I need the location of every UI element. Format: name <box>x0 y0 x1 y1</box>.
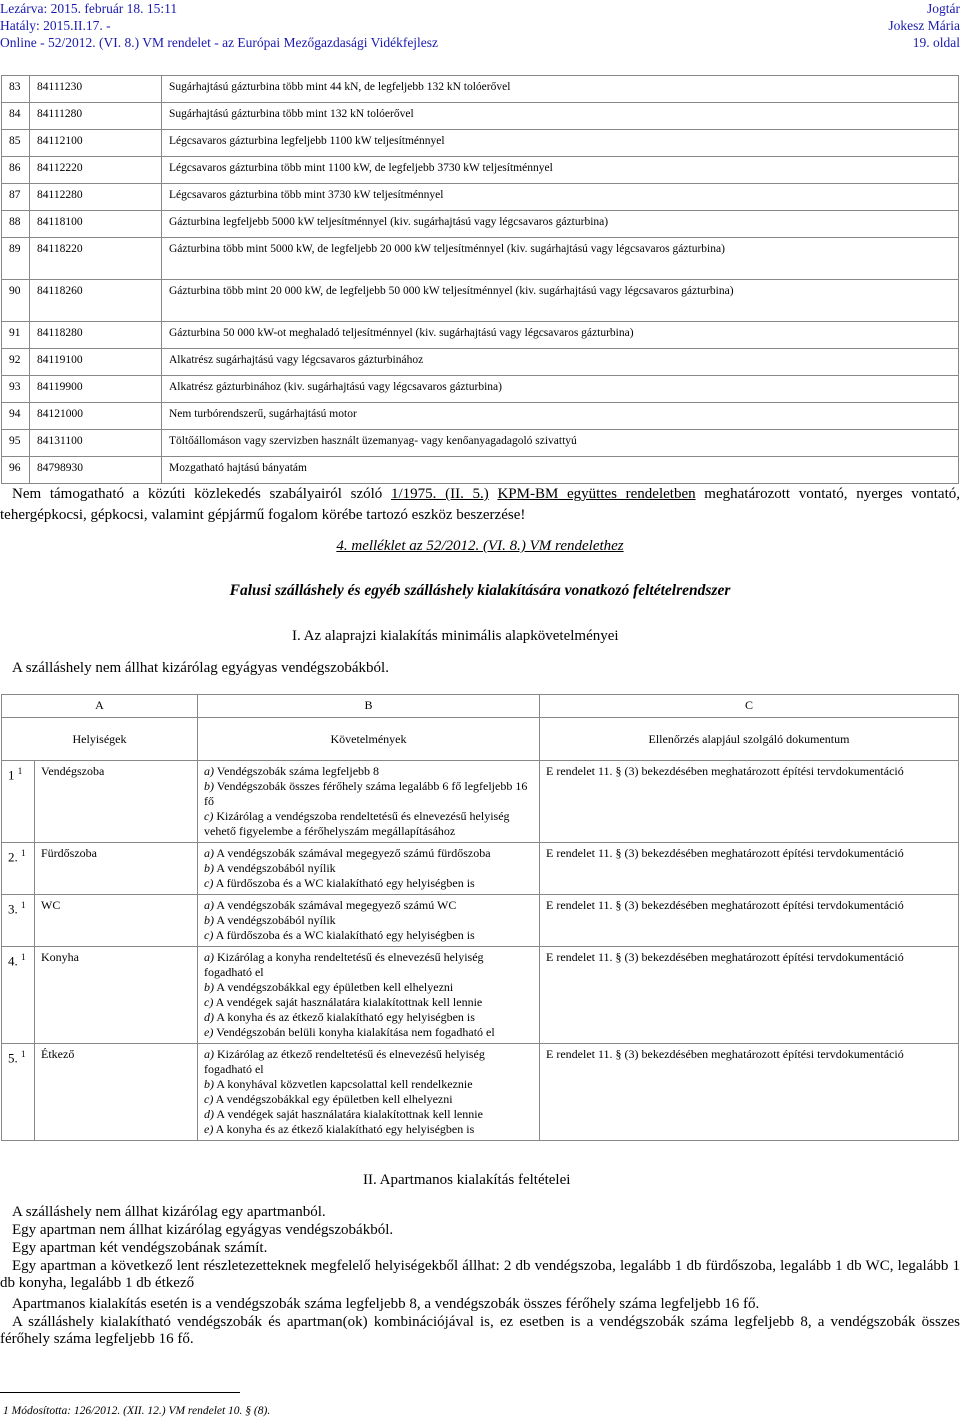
product-description: Gázturbina legfeljebb 5000 kW teljesítménnyel (kiv. sugárhajtású vagy légcsavaros gázturbina) <box>162 211 959 238</box>
requirement-text: A vendégszobából nyílik <box>214 913 336 927</box>
row-number: 85 <box>2 130 30 157</box>
product-code: 84118280 <box>30 322 162 349</box>
row-number: 83 <box>2 76 30 103</box>
para-text: Apartmanos kialakítás esetén is a vendégszobák száma legfeljebb 8, a vendégszobák összes férőhely száma legfeljebb 16 fő. <box>12 1296 760 1312</box>
law-link-1975[interactable]: 1/1975. (II. 5.) <box>390 486 489 502</box>
row-number: 95 <box>2 430 30 457</box>
requirement-text: A konyha és az étkező kialakítható egy helyiségben is <box>214 1010 475 1024</box>
header-requirements: Követelmények <box>198 718 540 761</box>
requirement-item <box>204 764 533 779</box>
row-number: 96 <box>2 457 30 484</box>
product-code: 84111230 <box>30 76 162 103</box>
product-code: 84118260 <box>30 280 162 322</box>
requirement-text: A vendégszobák számával megegyező számú fürdőszoba <box>214 846 491 860</box>
requirement-row <box>2 895 959 947</box>
section-1-text: A szálláshely nem állhat kizárólag egyágyas vendégszobákból. <box>12 660 389 676</box>
section-2-para-3 <box>0 1240 960 1257</box>
product-code: 84798930 <box>30 457 162 484</box>
section-2-para-6 <box>0 1314 960 1348</box>
table-row <box>2 403 959 430</box>
footnote-ref[interactable]: 1 <box>21 900 26 910</box>
requirement-text: A konyha és az étkező kialakítható egy helyiségben is <box>213 1122 475 1136</box>
requirement-row <box>2 761 959 843</box>
product-description: Gázturbina több mint 20 000 kW, de legfeljebb 50 000 kW teljesítménnyel (kiv. sugárhajtású vagy légcsavaros gázturbina) <box>162 280 959 322</box>
room-number-value: 4. <box>8 953 18 969</box>
header-document: Ellenőrzés alapjául szolgáló dokumentum <box>540 718 959 761</box>
requirement-text: Vendégszobák száma legfeljebb 8 <box>214 764 380 778</box>
column-letter-row <box>2 695 959 718</box>
row-number: 91 <box>2 322 30 349</box>
verification-document: E rendelet 11. § (3) bekezdésében meghatározott építési tervdokumentáció <box>540 895 959 947</box>
requirements-cell <box>198 761 540 843</box>
requirement-row <box>2 1044 959 1141</box>
table-row <box>2 211 959 238</box>
column-letter-a: A <box>2 695 198 718</box>
verification-document: E rendelet 11. § (3) bekezdésében meghatározott építési tervdokumentáció <box>540 761 959 843</box>
column-letter-b: B <box>198 695 540 718</box>
room-number-value: 1 <box>8 767 15 783</box>
row-number: 86 <box>2 157 30 184</box>
table-row <box>2 157 959 184</box>
note-text-1: Nem támogatható a közúti közlekedés szabályairól szóló <box>12 486 391 502</box>
header-author: Jokesz Mária <box>888 18 960 33</box>
header-rooms: Helyiségek <box>2 718 198 761</box>
table-row <box>2 457 959 484</box>
section-2-para-2 <box>0 1222 960 1239</box>
annex-title: Falusi szálláshely és egyéb szálláshely kialakítására vonatkozó feltételrendszer <box>229 582 731 599</box>
table-row <box>2 76 959 103</box>
requirement-item <box>204 898 533 913</box>
product-code-table <box>1 75 959 484</box>
product-code: 84112220 <box>30 157 162 184</box>
product-description: Sugárhajtású gázturbina több mint 44 kN, de legfeljebb 132 kN tolóerővel <box>162 76 959 103</box>
law-link-kpm-bm[interactable]: KPM-BM együttes rendeletben <box>497 486 696 502</box>
requirement-item <box>204 995 533 1010</box>
product-code: 84121000 <box>30 403 162 430</box>
column-letter-c: C <box>540 695 959 718</box>
room-number <box>2 1044 35 1141</box>
requirement-marker: d) <box>204 1107 214 1121</box>
requirement-item <box>204 809 533 839</box>
requirement-marker: b) <box>204 980 214 994</box>
requirement-marker: c) <box>204 995 214 1009</box>
requirements-cell <box>198 843 540 895</box>
footnote-ref[interactable]: 1 <box>17 766 23 776</box>
requirement-marker: b) <box>204 913 214 927</box>
requirement-text: A vendégszobából nyílik <box>214 861 336 875</box>
column-header-row <box>2 718 959 761</box>
verification-document: E rendelet 11. § (3) bekezdésében meghatározott építési tervdokumentáció <box>540 947 959 1044</box>
requirement-marker: e) <box>204 1122 214 1136</box>
para-text: Egy apartman a következő lent részletezetteknek megfelelő helyiségekből állhat: 2 db vendégszoba, legalább 1 db fürdőszoba, legalább 1 db WC, legalább 1 db konyha, legalább 1 db étkező <box>0 1258 960 1291</box>
product-description: Alkatrész gázturbinához (kiv. sugárhajtású vagy légcsavaros gázturbina) <box>162 376 959 403</box>
requirement-item <box>204 980 533 995</box>
header-closed-date: Lezárva: 2015. február 18. 15:11 <box>0 1 178 16</box>
header-validity: Hatály: 2015.II.17. - <box>0 18 111 33</box>
product-code: 84118220 <box>30 238 162 280</box>
room-name: Fürdőszoba <box>35 843 198 895</box>
requirement-marker: a) <box>204 1047 214 1061</box>
table-row <box>2 280 959 322</box>
table-row <box>2 103 959 130</box>
footnote: 1 Módosította: 126/2012. (XII. 12.) VM rendelet 10. § (8). <box>3 1405 271 1417</box>
requirement-item <box>204 861 533 876</box>
table-row <box>2 322 959 349</box>
section-2-para-4 <box>0 1258 960 1292</box>
product-description: Légcsavaros gázturbina legfeljebb 1100 kW teljesítménnyel <box>162 130 959 157</box>
row-number: 94 <box>2 403 30 430</box>
verification-document: E rendelet 11. § (3) bekezdésében meghatározott építési tervdokumentáció <box>540 1044 959 1141</box>
requirement-marker: a) <box>204 898 214 912</box>
header-page-number: 19. oldal <box>912 35 960 50</box>
product-code: 84119100 <box>30 349 162 376</box>
product-code: 84112100 <box>30 130 162 157</box>
requirement-item <box>204 1025 533 1040</box>
requirements-table <box>1 694 959 1141</box>
header-document-title: Online - 52/2012. (VI. 8.) VM rendelet - az Európai Mezőgazdasági Vidékfejlesz <box>0 35 439 50</box>
requirement-marker: c) <box>204 1092 214 1106</box>
room-name: Vendégszoba <box>35 761 198 843</box>
requirements-cell <box>198 1044 540 1141</box>
product-code: 84118100 <box>30 211 162 238</box>
product-code: 84131100 <box>30 430 162 457</box>
requirement-text: A vendégszobákkal egy épületben kell elhelyezni <box>213 1092 453 1106</box>
product-description: Légcsavaros gázturbina több mint 1100 kW, de legfeljebb 3730 kW teljesítménnyel <box>162 157 959 184</box>
note-text-3: meghatározott vontató, nyerges vontató, tehergépkocsi, gépkocsi, valamint gépjármű fogalom körébe tartozó eszköz beszerzése! <box>0 486 960 523</box>
requirement-item <box>204 928 533 943</box>
restriction-note <box>0 484 960 526</box>
product-description: Töltőállomáson vagy szervizben használt üzemanyag- vagy kenőanyagadagoló szivattyú <box>162 430 959 457</box>
room-name: Konyha <box>35 947 198 1044</box>
requirement-marker: a) <box>204 846 214 860</box>
requirement-text: Kizárólag az étkező rendeltetésű és elnevezésű helyiség fogadható el <box>204 1047 485 1076</box>
room-number-value: 2. <box>8 849 18 865</box>
annex-link[interactable]: 4. melléklet az 52/2012. (VI. 8.) VM rendelethez <box>336 538 624 554</box>
product-description: Sugárhajtású gázturbina több mint 132 kN tolóerővel <box>162 103 959 130</box>
requirement-marker: b) <box>204 861 214 875</box>
section-1-heading: I. Az alaprajzi kialakítás minimális alapkövetelményei <box>292 628 619 644</box>
requirement-item <box>204 1107 533 1122</box>
requirement-marker: a) <box>204 950 214 964</box>
requirement-marker: c) <box>204 928 214 942</box>
requirement-marker: a) <box>204 764 214 778</box>
table-row <box>2 130 959 157</box>
footnote-ref[interactable]: 1 <box>21 1049 26 1059</box>
requirement-row <box>2 843 959 895</box>
product-code: 84111280 <box>30 103 162 130</box>
product-description: Mozgatható hajtású bányatám <box>162 457 959 484</box>
section-2-para-5 <box>0 1296 960 1313</box>
requirement-text: A vendégszobákkal egy épületben kell elhelyezni <box>214 980 454 994</box>
row-number: 92 <box>2 349 30 376</box>
product-code: 84119900 <box>30 376 162 403</box>
table-row <box>2 184 959 211</box>
room-number <box>2 761 35 843</box>
requirement-marker: e) <box>204 1025 214 1039</box>
requirement-item <box>204 876 533 891</box>
row-number: 84 <box>2 103 30 130</box>
product-description: Gázturbina 50 000 kW-ot meghaladó teljesítménnyel (kiv. sugárhajtású vagy légcsavaros gázturbina) <box>162 322 959 349</box>
room-number <box>2 895 35 947</box>
requirement-text: A fürdőszoba és a WC kialakítható egy helyiségben is <box>213 928 475 942</box>
room-number-value: 3. <box>8 901 18 917</box>
page-header-left <box>0 0 438 51</box>
row-number: 93 <box>2 376 30 403</box>
row-number: 87 <box>2 184 30 211</box>
row-number: 89 <box>2 238 30 280</box>
requirement-item <box>204 913 533 928</box>
requirement-marker: d) <box>204 1010 214 1024</box>
requirement-item <box>204 1077 533 1092</box>
annex-reference <box>0 538 960 555</box>
requirement-marker: c) <box>204 876 214 890</box>
requirement-marker: c) <box>204 809 214 823</box>
requirement-text: Vendégszobák összes férőhely száma legalább 6 fő legfeljebb 16 fő <box>204 779 528 808</box>
requirement-text: A fürdőszoba és a WC kialakítható egy helyiségben is <box>213 876 475 890</box>
para-text: Egy apartman nem állhat kizárólag egyágyas vendégszobákból. <box>12 1222 394 1238</box>
requirement-text: A vendégszobák számával megegyező számú WC <box>214 898 457 912</box>
para-text: A szálláshely kialakítható vendégszobák és apartman(ok) kombinációjával is, ez esetben is a vendégszobák száma legfeljebb 8, a vendégszobák összes férőhely száma legfeljebb 16 fő. <box>0 1314 960 1347</box>
footnote-divider <box>0 1392 240 1393</box>
product-description: Nem turbórendszerű, sugárhajtású motor <box>162 403 959 430</box>
para-text: A szálláshely nem állhat kizárólag egy apartmanból. <box>12 1204 326 1220</box>
requirement-item <box>204 779 533 809</box>
requirement-item <box>204 1010 533 1025</box>
footnote-ref[interactable]: 1 <box>21 848 26 858</box>
room-number-value: 5. <box>8 1050 18 1066</box>
requirement-item <box>204 1092 533 1107</box>
table-row <box>2 376 959 403</box>
row-number: 88 <box>2 211 30 238</box>
table-row <box>2 349 959 376</box>
requirements-cell <box>198 947 540 1044</box>
requirement-text: A konyhával közvetlen kapcsolattal kell rendelkeznie <box>214 1077 473 1091</box>
row-number: 90 <box>2 280 30 322</box>
room-number <box>2 843 35 895</box>
table-row <box>2 430 959 457</box>
requirement-marker: b) <box>204 1077 214 1091</box>
room-number <box>2 947 35 1044</box>
requirement-item <box>204 1122 533 1137</box>
requirement-text: Kizárólag a konyha rendeltetésű és elnevezésű helyiség fogadható el <box>204 950 484 979</box>
requirement-marker: b) <box>204 779 214 793</box>
verification-document: E rendelet 11. § (3) bekezdésében meghatározott építési tervdokumentáció <box>540 843 959 895</box>
table-row <box>2 238 959 280</box>
requirement-row <box>2 947 959 1044</box>
section-2-para-1 <box>0 1204 960 1221</box>
header-publisher: Jogtár <box>927 1 960 16</box>
footnote-ref[interactable]: 1 <box>21 952 26 962</box>
requirement-item <box>204 1047 533 1077</box>
requirement-text: A vendégek saját használatára kialakítottnak kell lennie <box>214 1107 483 1121</box>
product-description: Gázturbina több mint 5000 kW, de legfeljebb 20 000 kW teljesítménnyel (kiv. sugárhajtású vagy légcsavaros gázturbina) <box>162 238 959 280</box>
requirements-cell <box>198 895 540 947</box>
para-text: Egy apartman két vendégszobának számít. <box>12 1240 268 1256</box>
page-header-right <box>888 0 960 51</box>
section-2-heading: II. Apartmanos kialakítás feltételei <box>363 1172 571 1188</box>
requirement-text: A vendégek saját használatára kialakítottnak kell lennie <box>213 995 483 1009</box>
product-description: Légcsavaros gázturbina több mint 3730 kW teljesítménnyel <box>162 184 959 211</box>
requirement-item <box>204 950 533 980</box>
requirement-text: Vendégszobán belüli konyha kialakítása nem fogadható el <box>213 1025 495 1039</box>
product-code: 84112280 <box>30 184 162 211</box>
requirement-text: Kizárólag a vendégszoba rendeltetésű és elnevezésű helyiség vehető figyelembe a férőhelyszám megállapításához <box>204 809 510 838</box>
product-description: Alkatrész sugárhajtású vagy légcsavaros gázturbinához <box>162 349 959 376</box>
room-name: WC <box>35 895 198 947</box>
room-name: Étkező <box>35 1044 198 1141</box>
requirement-item <box>204 846 533 861</box>
